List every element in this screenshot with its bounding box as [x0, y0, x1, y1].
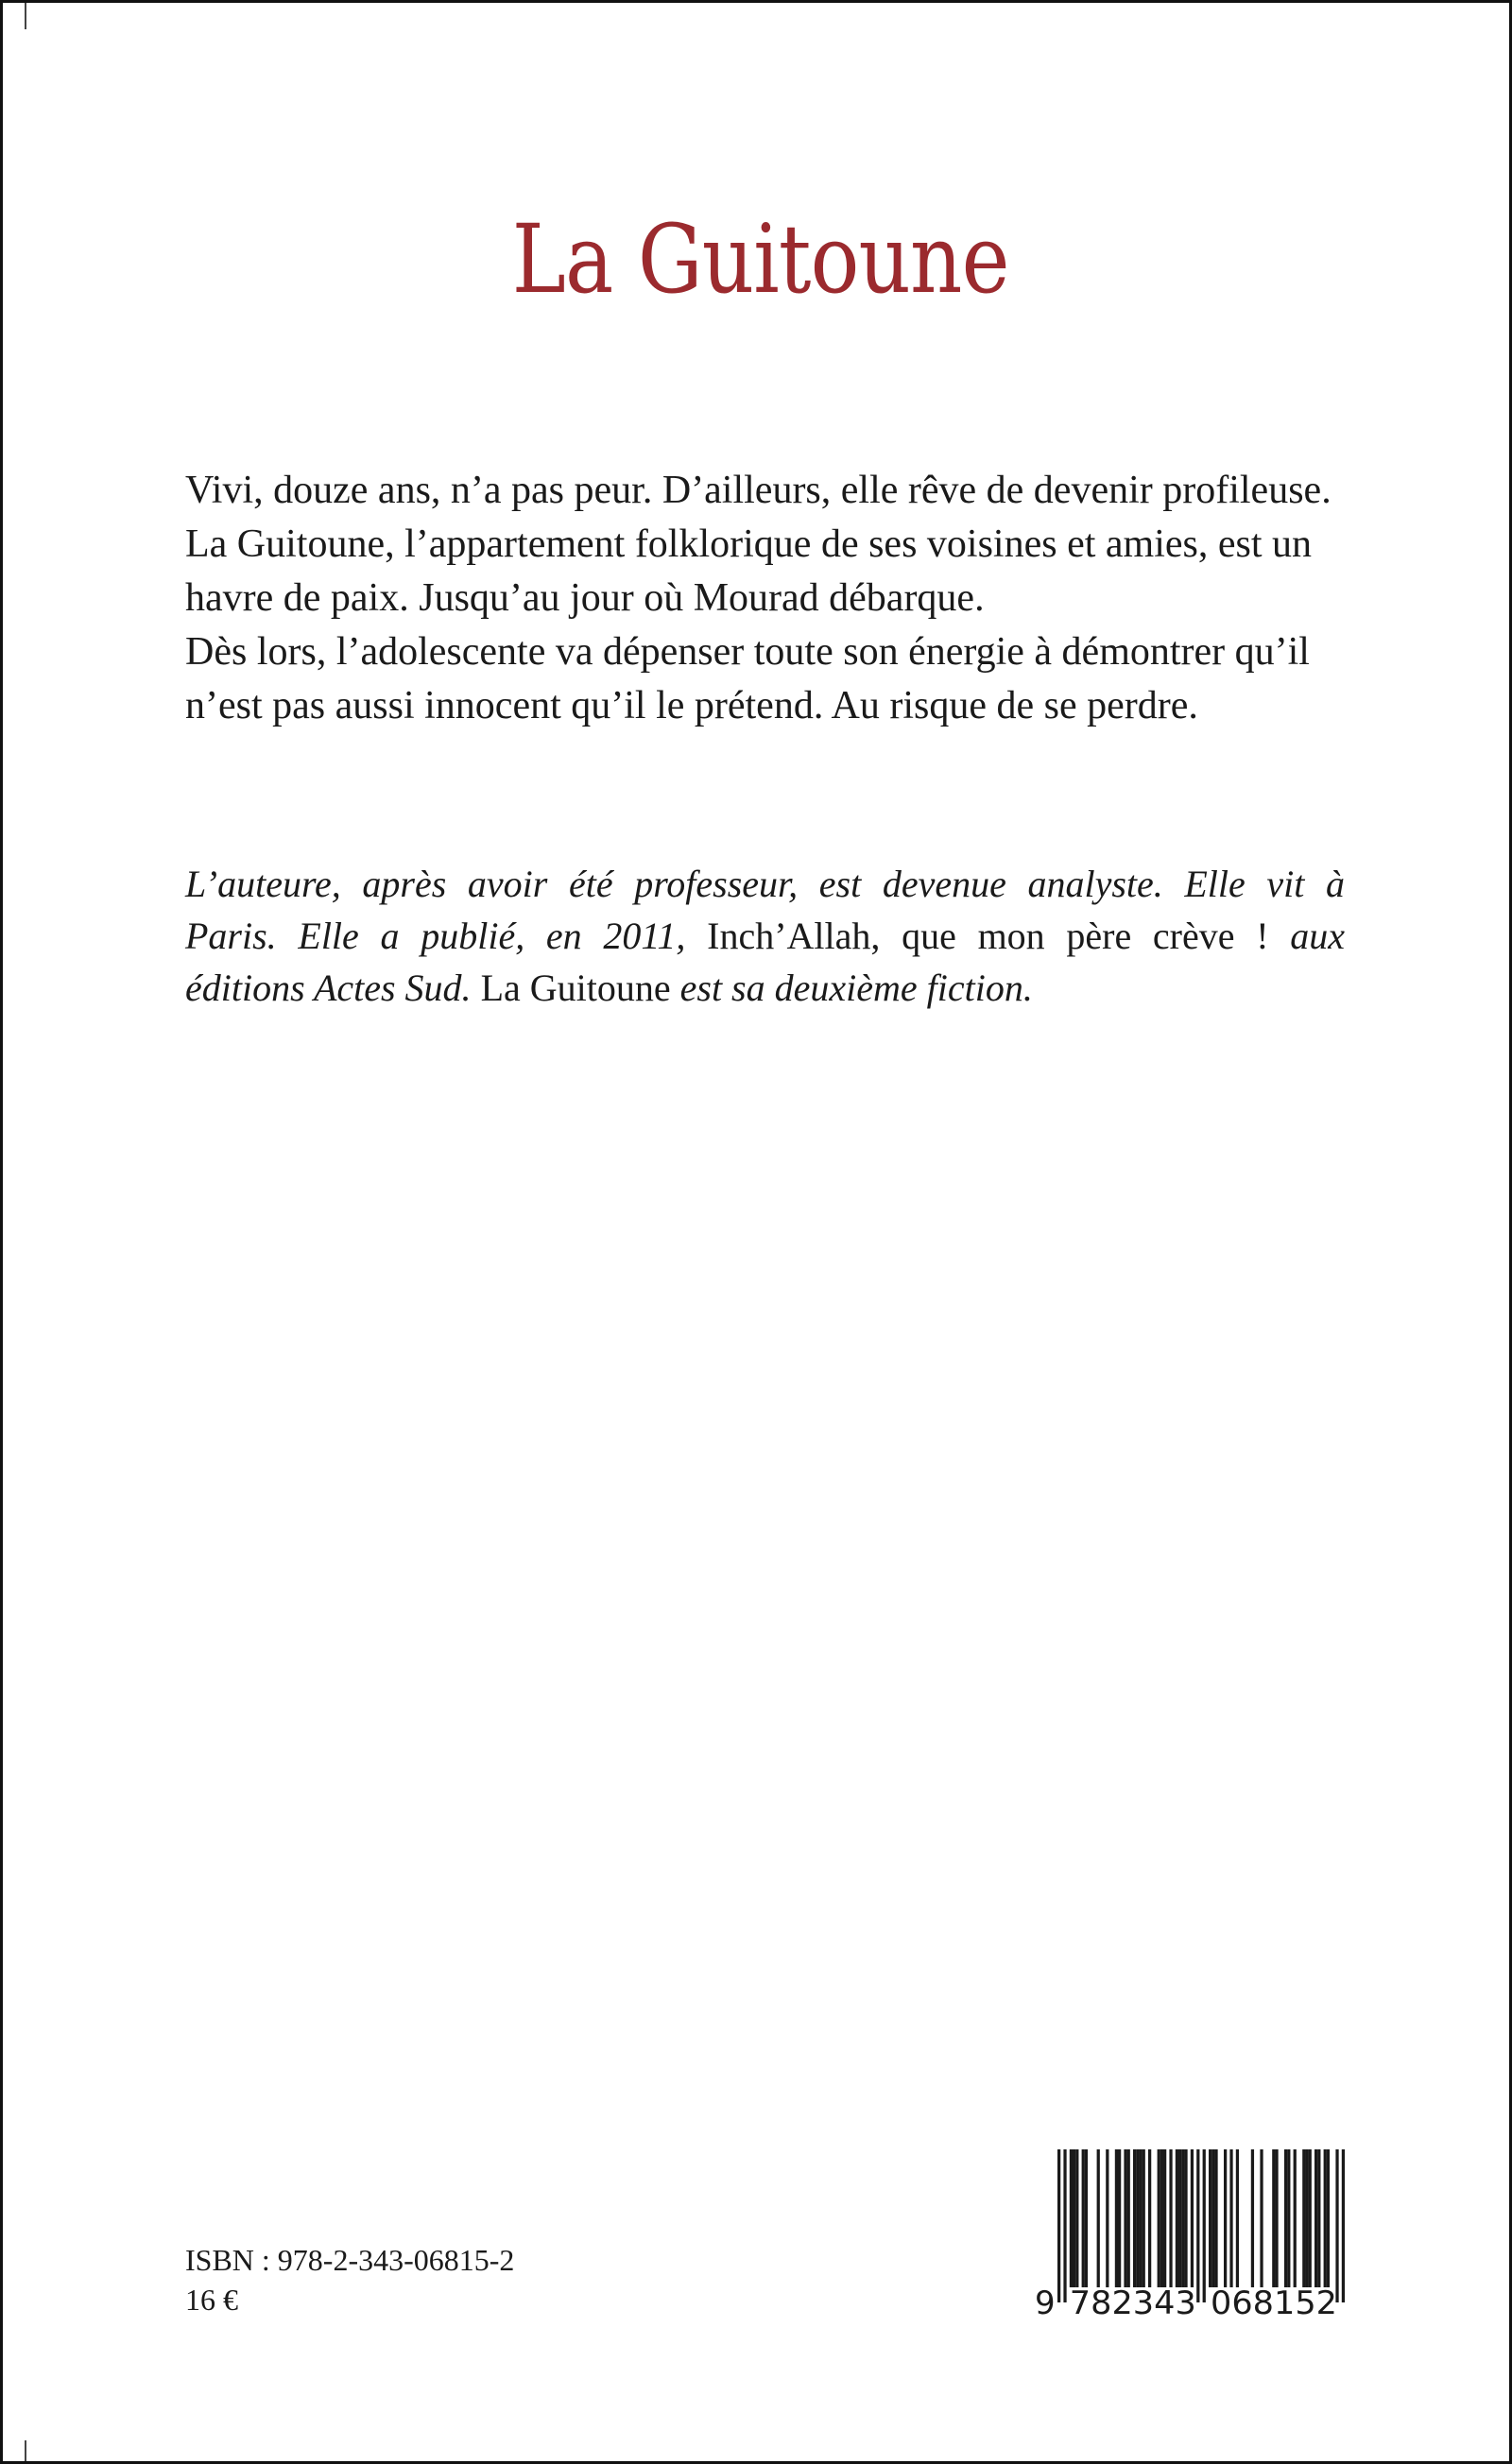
previous-book-title: Inch’Allah, que mon père crève !	[685, 915, 1291, 957]
barcode-bar	[1176, 2149, 1178, 2287]
synopsis-line: Dès lors, l’adolescente va dépenser toute son énergie à démontrer qu’il	[185, 630, 1310, 674]
barcode-bar	[1075, 2149, 1078, 2287]
barcode-bar	[1169, 2149, 1172, 2287]
barcode-bar	[1133, 2149, 1136, 2287]
barcode-left-digits: 782343	[1069, 2284, 1196, 2322]
barcode-bar	[1214, 2149, 1217, 2287]
barcode-bar	[1287, 2149, 1290, 2287]
book-title: La Guitoune	[511, 204, 1009, 315]
barcode-graphic	[1031, 2146, 1352, 2325]
author-bio-text: aux	[1290, 915, 1346, 957]
barcode-bar	[1148, 2149, 1151, 2287]
barcode-bar	[1272, 2149, 1275, 2287]
barcode-bar	[1178, 2149, 1181, 2287]
barcode-bar	[1063, 2149, 1066, 2302]
barcode-bar	[1284, 2149, 1287, 2287]
barcode-right-digits: 068152	[1211, 2284, 1337, 2322]
barcode-bar	[1196, 2149, 1199, 2302]
barcode-bar	[1314, 2149, 1317, 2287]
barcode-bar	[1160, 2149, 1163, 2287]
ean13-barcode	[1031, 2146, 1352, 2325]
barcode-bar	[1181, 2149, 1184, 2287]
barcode-bar	[1229, 2149, 1232, 2287]
barcode-bar	[1275, 2149, 1278, 2287]
barcode-bar	[1106, 2149, 1108, 2287]
barcode-bar	[1324, 2149, 1327, 2287]
barcode-bar	[1236, 2149, 1239, 2287]
barcode-bar	[1260, 2149, 1263, 2287]
crop-mark-top-left	[25, 3, 26, 29]
barcode-bar	[1211, 2149, 1214, 2287]
author-bio-line: L’auteure, après avoir été professeur, est devenue analyste. Elle vit à	[185, 863, 1345, 905]
barcode-first-digit: 9	[1035, 2284, 1056, 2322]
barcode-bar	[1342, 2149, 1345, 2302]
author-bio-line	[185, 962, 1345, 1014]
price-label: 16 €	[185, 2283, 238, 2317]
barcode-bar	[1309, 2149, 1312, 2287]
barcode-bar	[1184, 2149, 1187, 2287]
author-bio-text: éditions Actes Sud.	[185, 967, 472, 1009]
synopsis-line: n’est pas aussi innocent qu’il le prétend. Au risque de se perdre.	[185, 684, 1198, 727]
barcode-bar	[1191, 2149, 1194, 2287]
synopsis-line: havre de paix. Jusqu’au jour où Mourad débarque.	[185, 576, 985, 620]
barcode-bar	[1251, 2149, 1254, 2287]
synopsis-line: La Guitoune, l’appartement folklorique de ses voisines et amies, est un	[185, 522, 1313, 566]
barcode-bar	[1070, 2149, 1073, 2287]
barcode-bar	[1124, 2149, 1126, 2287]
barcode-bar	[1158, 2149, 1160, 2287]
synopsis-paragraph	[185, 464, 1345, 733]
author-bio-line	[185, 910, 1345, 962]
isbn-label: ISBN : 978-2-343-06815-2	[185, 2243, 515, 2277]
author-bio-text: Paris. Elle a publié, en 2011,	[185, 915, 686, 957]
publication-info	[185, 2240, 514, 2319]
barcode-bar	[1224, 2149, 1227, 2287]
barcode-bar	[1143, 2149, 1145, 2287]
book-title-mention: La Guitoune	[471, 967, 680, 1009]
barcode-bar	[1209, 2149, 1211, 2287]
crop-mark-bottom-left	[25, 2440, 26, 2461]
barcode-bar	[1057, 2149, 1060, 2302]
barcode-bar	[1118, 2149, 1121, 2287]
barcode-bar	[1097, 2149, 1100, 2287]
barcode-bar	[1082, 2149, 1085, 2287]
barcode-bar	[1305, 2149, 1308, 2287]
barcode-bar	[1073, 2149, 1075, 2287]
barcode-bar	[1163, 2149, 1166, 2287]
barcode-bar	[1115, 2149, 1118, 2287]
barcode-bar	[1085, 2149, 1088, 2287]
barcode-bar	[1136, 2149, 1139, 2287]
synopsis-line: Vivi, douze ans, n’a pas peur. D’ailleurs, elle rêve de devenir profileuse.	[185, 469, 1332, 512]
barcode-bar	[1302, 2149, 1305, 2287]
barcode-bar	[1139, 2149, 1142, 2287]
author-bio-text: est sa deuxième fiction.	[679, 967, 1033, 1009]
author-bio-paragraph	[185, 858, 1345, 1014]
barcode-bar	[1294, 2149, 1297, 2287]
barcode-bar	[1327, 2149, 1330, 2287]
barcode-bar	[1127, 2149, 1130, 2287]
barcode-bar	[1203, 2149, 1206, 2302]
barcode-bar	[1335, 2149, 1338, 2302]
barcode-bar	[1317, 2149, 1320, 2287]
